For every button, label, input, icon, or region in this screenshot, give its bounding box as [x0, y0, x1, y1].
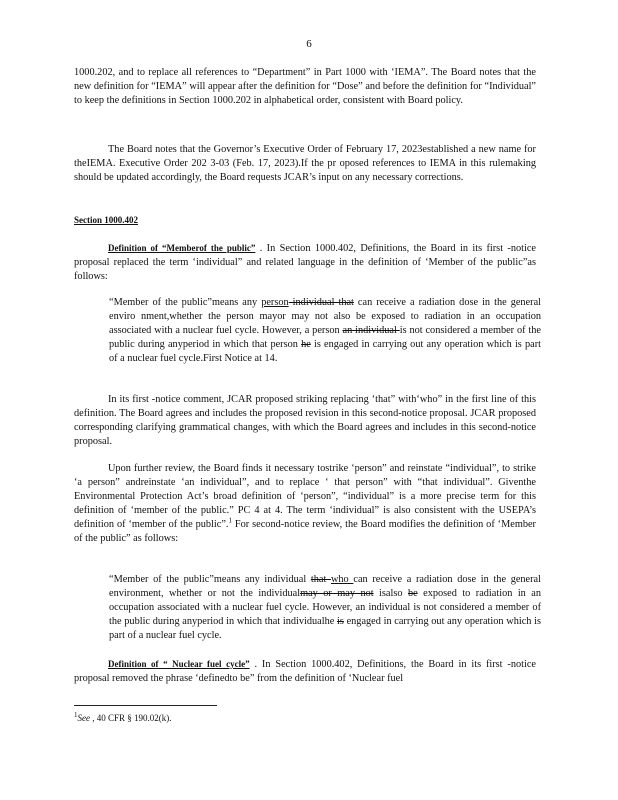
- footnote-text: , 40 CFR § 190.02(k).: [90, 713, 172, 723]
- page-number: 6: [306, 38, 312, 50]
- paragraph-iema-definition: 1000.202, and to replace all references to “Department” in Part 1000 with ‘IEMA”. The Board notes that the new definition for “IEMA” will appear after the definition for “Dose” and before the definition for “Individual” to keep the definitions in Section 1000.202 in alphabetical order, consistent with Board policy.: [74, 67, 536, 106]
- paragraph-further-review: [74, 462, 536, 546]
- paragraph-text: Upon further review, the Board finds it necessary tostrike ‘person” and reinstate “individual”, to strike ‘a person” andreinstate ‘an individual”, and to replace ‘ that person” with “that individual”. Giventhe Environmental Protection Act’s broad definition of ‘person”, “individual” is a more precise term for this definition of ‘member of the public.” PC 4 at 4. The term ‘individual” is also consistent with the USEPA’s definition of ‘member of the public”.: [74, 463, 536, 530]
- paragraph-text: For second-notice review, the Board modifies the definition of ‘Member of the public” as follows:: [74, 519, 536, 544]
- struck-text: that: [310, 574, 331, 585]
- quote-text: can receive a radiation dose in the general enviro nment,whether the person mayor may not also be exposed to radiation in an occupation associated with a nuclear fuel cycle. However, a person: [109, 297, 542, 336]
- quote-text: “Member of the public”means any: [109, 297, 262, 308]
- footnote-reference: 1: [228, 516, 232, 525]
- footnote-number: 1: [74, 711, 78, 719]
- quote-first-notice-definition: [109, 296, 541, 366]
- paragraph-nuclear-fuel-cycle: [74, 657, 536, 686]
- paragraph-text: . In Section 1000.402, Definitions, the Board in its first -notice proposal removed the phrase ‘definedto be” from the definition of ‘Nuclear fuel: [74, 659, 536, 684]
- struck-text: that: [338, 297, 354, 308]
- paragraph-executive-order: The Board notes that the Governor’s Executive Order of February 17, 2023established a new name for theIEMA. Executive Order 202 3-03 (Feb. 17, 2023).If the pr oposed references to IEMA in this rulemaking should be updated accordingly, the Board requests JCAR’s input on any necessary corrections.: [74, 144, 536, 183]
- definition-heading-member: Definition of “Memberof the public”: [108, 243, 256, 253]
- struck-text: individual: [288, 297, 339, 308]
- footnote-see: See: [77, 713, 90, 723]
- quote-second-notice-definition: [109, 573, 541, 643]
- struck-text: an individual: [342, 325, 400, 336]
- footnote: [74, 711, 172, 725]
- quote-text: is engaged in carrying out any operation which is part of a nuclear fuel cycle.First Notice at 14.: [109, 339, 541, 364]
- quote-text: is not considered a member of the public during anyperiod in which that person: [109, 325, 541, 350]
- struck-text: be: [407, 588, 418, 599]
- section-heading: [74, 213, 536, 228]
- section-heading-text: Section 1000.402: [74, 215, 138, 225]
- inserted-text: who: [330, 574, 354, 585]
- paragraph-member-of-public-intro: [74, 241, 536, 284]
- struck-text: he: [301, 339, 311, 350]
- quote-text: “Member of the public”means any individual: [109, 574, 311, 585]
- quote-text: isalso: [373, 588, 408, 599]
- inserted-text: person: [261, 297, 289, 308]
- struck-text: may or may not: [300, 588, 374, 599]
- quote-text: can receive a radiation dose in the general environment, whether or not the individual: [109, 574, 541, 599]
- quote-text: engaged in carrying out any operation which is part of a nuclear fuel cycle.: [109, 616, 541, 641]
- quote-text: exposed to radiation in an occupation associated with a nuclear fuel cycle. However, an individual is not considered a member of the public during anyperiod in which that individualhe: [109, 588, 541, 627]
- struck-text: is: [337, 616, 344, 627]
- definition-heading-nuclear: Definition of “ Nuclear fuel cycle”: [108, 659, 250, 669]
- paragraph-jcar-comment: In its first -notice comment, JCAR proposed striking replacing ‘that” with‘who” in the first line of this definition. The Board agrees and includes the proposed revision in this second-notice proposal. JCAR proposed corresponding clarifying grammatical changes, with which the Board agrees and includes in this second-notice proposal.: [74, 394, 536, 447]
- footnote-divider: [74, 705, 217, 706]
- definition-intro-text: . In Section 1000.402, Definitions, the Board in its first -notice proposal replaced the term ‘individual” and related language in the definition of ‘Member of the public”as follows:: [74, 243, 536, 282]
